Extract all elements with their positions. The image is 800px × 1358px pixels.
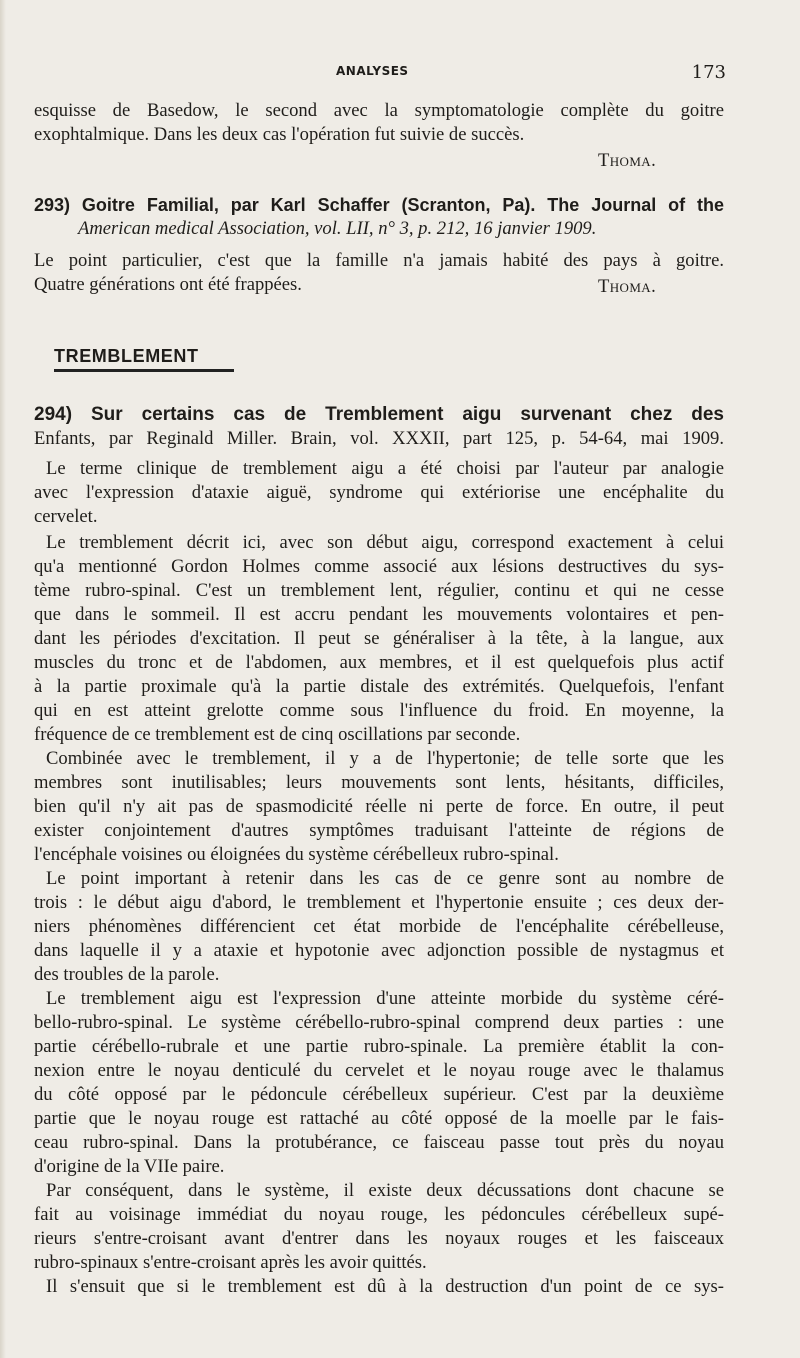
section-title: TREMBLEMENT bbox=[54, 346, 199, 366]
text-line: qui en est atteint grelotte comme sous l'influence du froid. En moyenne, la bbox=[34, 700, 724, 721]
text-line: bello-rubro-spinal. Le système cérébello-rubro-spinal comprend deux parties : une bbox=[34, 1012, 724, 1033]
text-line: membres sont inutilisables; leurs mouvements sont lents, hésitants, difficiles, bbox=[34, 772, 724, 793]
text-line: Le tremblement décrit ici, avec son début aigu, correspond exactement à celui bbox=[46, 532, 724, 553]
text-line: trois : le début aigu d'abord, le tremblement et l'hypertonie ensuite ; ces deux der- bbox=[34, 892, 724, 913]
text-line: tème rubro-spinal. C'est un tremblement lent, régulier, continu et qui ne cesse bbox=[34, 580, 724, 601]
text-line: fait au voisinage immédiat du noyau rouge, les pédoncules cérébelleux supé- bbox=[34, 1204, 724, 1225]
text-line: partie cérébello-rubrale et une partie rubro-spinale. La première établit la con- bbox=[34, 1036, 724, 1057]
text-line: dans laquelle il y a ataxie et hypotonie avec adjonction possible de nystagmus et bbox=[34, 940, 724, 961]
page-edge-shadow bbox=[0, 0, 6, 1358]
citation-line: American medical Association, vol. LII, n° 3, p. 212, 16 janvier 1909. bbox=[78, 218, 597, 239]
text-line: rieurs s'entre-croisant avant d'entrer dans les noyaux rouges et les faisceaux bbox=[34, 1228, 724, 1249]
text-line: avec l'expression d'ataxie aiguë, syndrome qui extériorise une encéphalite du bbox=[34, 482, 724, 503]
signature: Thoma. bbox=[598, 150, 657, 171]
text-line: Le tremblement aigu est l'expression d'une atteinte morbide du système céré- bbox=[46, 988, 724, 1009]
text-line: Quatre générations ont été frappées. bbox=[34, 274, 302, 295]
text-line: bien qu'il n'y ait pas de spasmodicité réelle ni perte de force. En outre, il peut bbox=[34, 796, 724, 817]
text-line: exophtalmique. Dans les deux cas l'opération fut suivie de succès. bbox=[34, 124, 525, 145]
text-line: Le terme clinique de tremblement aigu a été choisi par l'auteur par analogie bbox=[46, 458, 724, 479]
text-line: rubro-spinaux s'entre-croisant après les avoir quittés. bbox=[34, 1252, 427, 1273]
text-line: Il s'ensuit que si le tremblement est dû à la destruction d'un point de ce sys- bbox=[46, 1276, 724, 1297]
text-line: cervelet. bbox=[34, 506, 98, 527]
signature: Thoma. bbox=[598, 276, 657, 297]
text-line: Combinée avec le tremblement, il y a de l'hypertonie; de telle sorte que les bbox=[46, 748, 724, 769]
text-line: des troubles de la parole. bbox=[34, 964, 220, 985]
text-line: qu'a mentionné Gordon Holmes comme associé aux lésions destructives du sys- bbox=[34, 556, 724, 577]
text-line: partie que le noyau rouge est rattaché au côté opposé de la moelle par le fais- bbox=[34, 1108, 724, 1129]
text-line: Le point particulier, c'est que la famille n'a jamais habité des pays à goitre. bbox=[34, 250, 724, 271]
text-line: d'origine de la VIIe paire. bbox=[34, 1156, 225, 1177]
text-line: dant les périodes d'excitation. Il peut se généraliser à la tête, à la langue, aux bbox=[34, 628, 724, 649]
citation-line: Enfants, par Reginald Miller. Brain, vol. XXXII, part 125, p. 54-64, mai 1909. bbox=[34, 428, 724, 449]
text-line: muscles du tronc et de l'abdomen, aux membres, et il est quelquefois plus actif bbox=[34, 652, 724, 673]
page-number: 173 bbox=[691, 62, 726, 83]
article-heading: 293) Goitre Familial, par Karl Schaffer (Scranton, Pa). The Journal of the bbox=[34, 195, 724, 215]
text-line: à la partie proximale qu'à la partie distale des extrémités. Quelquefois, l'enfant bbox=[34, 676, 724, 697]
running-header bbox=[0, 62, 800, 84]
text-line: nexion entre le noyau denticulé du cervelet et le noyau rouge avec le thalamus bbox=[34, 1060, 724, 1081]
article-heading: 294) Sur certains cas de Tremblement aigu survenant chez des bbox=[34, 404, 724, 425]
running-title: ANALYSES bbox=[336, 64, 409, 78]
text-line: niers phénomènes différencient cet état morbide de l'encéphalite cérébelleuse, bbox=[34, 916, 724, 937]
text-line: ceau rubro-spinal. Dans la protubérance, ce faisceau passe tout près du noyau bbox=[34, 1132, 724, 1153]
text-line: que dans le sommeil. Il est accru pendant les mouvements volontaires et pen- bbox=[34, 604, 724, 625]
text-line: esquisse de Basedow, le second avec la symptomatologie complète du goitre bbox=[34, 100, 724, 121]
text-line: fréquence de ce tremblement est de cinq oscillations par seconde. bbox=[34, 724, 521, 745]
text-line: l'encéphale voisines ou éloignées du système cérébelleux rubro-spinal. bbox=[34, 844, 559, 865]
text-line: Par conséquent, dans le système, il existe deux décussations dont chacune se bbox=[46, 1180, 724, 1201]
text-line: exister conjointement d'autres symptômes traduisant l'atteinte de régions de bbox=[34, 820, 724, 841]
section-underline bbox=[54, 369, 234, 372]
text-line: du côté opposé par le pédoncule cérébelleux supérieur. C'est par la deuxième bbox=[34, 1084, 724, 1105]
text-line: Le point important à retenir dans les cas de ce genre sont au nombre de bbox=[46, 868, 724, 889]
